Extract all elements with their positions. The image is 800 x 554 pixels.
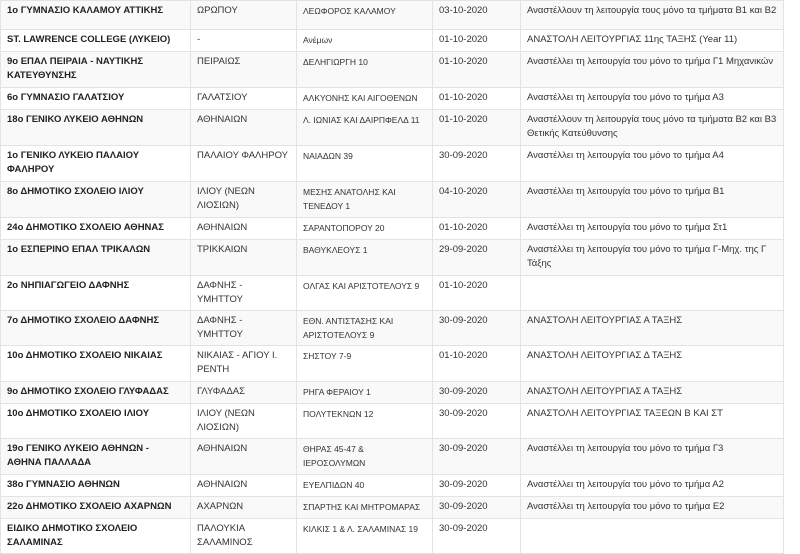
note-cell: Αναστέλλει τη λειτουργία του μόνο το τμήμα Α4 [521,146,784,182]
date-cell: 29-09-2020 [433,240,521,276]
address-cell: ΕΘΝ. ΑΝΤΙΣΤΑΣΗΣ ΚΑΙ ΑΡΙΣΤΟΤΕΛΟΥΣ 9 [297,311,433,346]
address-cell: Λ. ΙΩΝΙΑΣ ΚΑΙ ΔΑΙΡΠΦΕΛΔ 11 [297,110,433,146]
area-cell: ΑΘΗΝΑΙΩΝ [191,110,297,146]
table-row [1,182,784,218]
school-name-cell: 38ο ΓΥΜΝΑΣΙΟ ΑΘΗΝΩΝ [1,475,191,497]
area-cell: ΑΘΗΝΑΙΩΝ [191,475,297,497]
school-name-cell: 22ο ΔΗΜΟΤΙΚΟ ΣΧΟΛΕΙΟ ΑΧΑΡΝΩΝ [1,497,191,519]
area-cell: ΤΡΙΚΚΑΙΩΝ [191,240,297,276]
area-cell: ΠΑΛΑΙΟΥ ΦΑΛΗΡΟΥ [191,146,297,182]
school-name-cell: 10ο ΔΗΜΟΤΙΚΟ ΣΧΟΛΕΙΟ ΙΛΙΟΥ [1,404,191,439]
address-cell: ΕΥΕΛΠΙΔΩΝ 40 [297,475,433,497]
table-row [1,1,784,30]
address-cell: ΚΙΛΚΙΣ 1 & Λ. ΣΑΛΑΜΙΝΑΣ 19 [297,519,433,554]
note-cell: Αναστέλλουν τη λειτουργία τους μόνο τα τμήματα Β1 και Β2 [521,1,784,30]
table-row [1,218,784,240]
school-name-cell: 10ο ΔΗΜΟΤΙΚΟ ΣΧΟΛΕΙΟ ΝΙΚΑΙΑΣ [1,346,191,382]
table-row [1,52,784,88]
note-cell: Αναστέλλει τη λειτουργία του μόνο το τμήμα Γ-Μηχ. της Γ Τάξης [521,240,784,276]
table-row [1,110,784,146]
note-cell: ΑΝΑΣΤΟΛΗ ΛΕΙΤΟΥΡΓΙΑΣ Α ΤΑΞΗΣ [521,311,784,346]
school-name-cell: 9ο ΔΗΜΟΤΙΚΟ ΣΧΟΛΕΙΟ ΓΛΥΦΑΔΑΣ [1,382,191,404]
date-cell: 01-10-2020 [433,88,521,110]
date-cell: 01-10-2020 [433,218,521,240]
table-row [1,382,784,404]
note-cell: ΑΝΑΣΤΟΛΗ ΛΕΙΤΟΥΡΓΙΑΣ 11ης ΤΑΞΗΣ (Year 11) [521,30,784,52]
school-name-cell: 2ο ΝΗΠΙΑΓΩΓΕΙΟ ΔΑΦΝΗΣ [1,276,191,311]
school-name-cell: ΕΙΔΙΚΟ ΔΗΜΟΤΙΚΟ ΣΧΟΛΕΙΟ ΣΑΛΑΜΙΝΑΣ [1,519,191,554]
address-cell: ΠΟΛΥΤΕΚΝΩΝ 12 [297,404,433,439]
table-row [1,475,784,497]
table-row [1,240,784,276]
date-cell: 01-10-2020 [433,30,521,52]
note-cell: Αναστέλλει τη λειτουργία του μόνο το τμήμα Α3 [521,88,784,110]
table-row [1,88,784,110]
address-cell: ΜΕΣΗΣ ΑΝΑΤΟΛΗΣ ΚΑΙ ΤΕΝΕΔΟΥ 1 [297,182,433,218]
area-cell: ΔΑΦΝΗΣ - ΥΜΗΤΤΟΥ [191,311,297,346]
table-row [1,497,784,519]
address-cell: ΟΛΓΑΣ ΚΑΙ ΑΡΙΣΤΟΤΕΛΟΥΣ 9 [297,276,433,311]
note-cell: Αναστέλλει τη λειτουργία του μόνο το τμήμα Στ1 [521,218,784,240]
school-name-cell: 18ο ΓΕΝΙΚΟ ΛΥΚΕΙΟ ΑΘΗΝΩΝ [1,110,191,146]
date-cell: 30-09-2020 [433,382,521,404]
note-cell: Αναστέλλει τη λειτουργία του μόνο το τμήμα Γ1 Μηχανικών [521,52,784,88]
area-cell: ΙΛΙΟΥ (ΝΕΩΝ ΛΙΟΣΙΩΝ) [191,404,297,439]
table-row [1,519,784,554]
table-row [1,146,784,182]
note-cell [521,519,784,554]
area-cell: ΓΛΥΦΑΔΑΣ [191,382,297,404]
date-cell: 01-10-2020 [433,52,521,88]
date-cell: 01-10-2020 [433,276,521,311]
note-cell: Αναστέλλει τη λειτουργία του μόνο το τμήμα Β1 [521,182,784,218]
address-cell: ΛΕΩΦΟΡΟΣ ΚΑΛΑΜΟΥ [297,1,433,30]
area-cell: ΩΡΩΠΟΥ [191,1,297,30]
address-cell: Ανέμων [297,30,433,52]
area-cell: ΑΘΗΝΑΙΩΝ [191,218,297,240]
date-cell: 30-09-2020 [433,146,521,182]
note-cell: Αναστέλλει τη λειτουργία του μόνο το τμήμα Γ3 [521,439,784,475]
table-row [1,346,784,382]
school-name-cell: 7ο ΔΗΜΟΤΙΚΟ ΣΧΟΛΕΙΟ ΔΑΦΝΗΣ [1,311,191,346]
area-cell: ΓΑΛΑΤΣΙΟΥ [191,88,297,110]
school-name-cell: ST. LAWRENCE COLLEGE (ΛΥΚΕΙΟ) [1,30,191,52]
area-cell: ΑΧΑΡΝΩΝ [191,497,297,519]
address-cell: ΑΛΚΥΟΝΗΣ ΚΑΙ ΑΙΓΟΘΕΝΩΝ [297,88,433,110]
address-cell: ΣΠΑΡΤΗΣ ΚΑΙ ΜΗΤΡΟΜΑΡΑΣ [297,497,433,519]
date-cell: 30-09-2020 [433,311,521,346]
address-cell: ΡΗΓΑ ΦΕΡΑΙΟΥ 1 [297,382,433,404]
note-cell [521,276,784,311]
date-cell: 30-09-2020 [433,404,521,439]
table-row [1,30,784,52]
note-cell: ΑΝΑΣΤΟΛΗ ΛΕΙΤΟΥΡΓΙΑΣ Δ ΤΑΞΗΣ [521,346,784,382]
closures-table-body [1,1,784,554]
address-cell: ΒΑΘΥΚΛΕΟΥΣ 1 [297,240,433,276]
address-cell: ΝΑΙΑΔΩΝ 39 [297,146,433,182]
note-cell: Αναστέλλουν τη λειτουργία τους μόνο τα τμήματα Β2 και Β3 Θετικής Κατεύθυνσης [521,110,784,146]
school-name-cell: 1ο ΕΣΠΕΡΙΝΟ ΕΠΑΛ ΤΡΙΚΑΛΩΝ [1,240,191,276]
area-cell: ΝΙΚΑΙΑΣ - ΑΓΙΟΥ Ι. ΡΕΝΤΗ [191,346,297,382]
address-cell: ΘΗΡΑΣ 45-47 & ΙΕΡΟΣΟΛΥΜΩΝ [297,439,433,475]
note-cell: Αναστέλλει τη λειτουργία του μόνο το τμήμα Α2 [521,475,784,497]
date-cell: 30-09-2020 [433,497,521,519]
school-name-cell: 9ο ΕΠΑΛ ΠΕΙΡΑΙΑ - ΝΑΥΤΙΚΗΣ ΚΑΤΕΥΘΥΝΣΗΣ [1,52,191,88]
area-cell: ΠΕΙΡΑΙΩΣ [191,52,297,88]
area-cell: ΔΑΦΝΗΣ - ΥΜΗΤΤΟΥ [191,276,297,311]
area-cell: ΙΛΙΟΥ (ΝΕΩΝ ΛΙΟΣΙΩΝ) [191,182,297,218]
table-row [1,404,784,439]
date-cell: 04-10-2020 [433,182,521,218]
area-cell: ΠΑΛΟΥΚΙΑ ΣΑΛΑΜΙΝΟΣ [191,519,297,554]
school-name-cell: 1ο ΓΕΝΙΚΟ ΛΥΚΕΙΟ ΠΑΛΑΙΟΥ ΦΑΛΗΡΟΥ [1,146,191,182]
date-cell: 30-09-2020 [433,475,521,497]
date-cell: 01-10-2020 [433,346,521,382]
date-cell: 03-10-2020 [433,1,521,30]
school-name-cell: 8ο ΔΗΜΟΤΙΚΟ ΣΧΟΛΕΙΟ ΙΛΙΟΥ [1,182,191,218]
table-row [1,439,784,475]
school-name-cell: 24ο ΔΗΜΟΤΙΚΟ ΣΧΟΛΕΙΟ ΑΘΗΝΑΣ [1,218,191,240]
address-cell: ΣΗΣΤΟΥ 7-9 [297,346,433,382]
note-cell: ΑΝΑΣΤΟΛΗ ΛΕΙΤΟΥΡΓΙΑΣ Α ΤΑΞΗΣ [521,382,784,404]
date-cell: 30-09-2020 [433,519,521,554]
table-row [1,311,784,346]
address-cell: ΣΑΡΑΝΤΟΠΟΡΟΥ 20 [297,218,433,240]
note-cell: Αναστέλλει τη λειτουργία του μόνο το τμήμα Ε2 [521,497,784,519]
date-cell: 30-09-2020 [433,439,521,475]
school-name-cell: 1ο ΓΥΜΝΑΣΙΟ ΚΑΛΑΜΟΥ ΑΤΤΙΚΗΣ [1,1,191,30]
address-cell: ΔΕΛΗΓΙΩΡΓΗ 10 [297,52,433,88]
note-cell: ΑΝΑΣΤΟΛΗ ΛΕΙΤΟΥΡΓΙΑΣ ΤΑΞΕΩΝ Β ΚΑΙ ΣΤ [521,404,784,439]
area-cell: - [191,30,297,52]
school-name-cell: 6ο ΓΥΜΝΑΣΙΟ ΓΑΛΑΤΣΙΟΥ [1,88,191,110]
date-cell: 01-10-2020 [433,110,521,146]
school-name-cell: 19ο ΓΕΝΙΚΟ ΛΥΚΕΙΟ ΑΘΗΝΩΝ - ΑΘΗΝΑ ΠΑΛΛΑΔΑ [1,439,191,475]
area-cell: ΑΘΗΝΑΙΩΝ [191,439,297,475]
table-row [1,276,784,311]
